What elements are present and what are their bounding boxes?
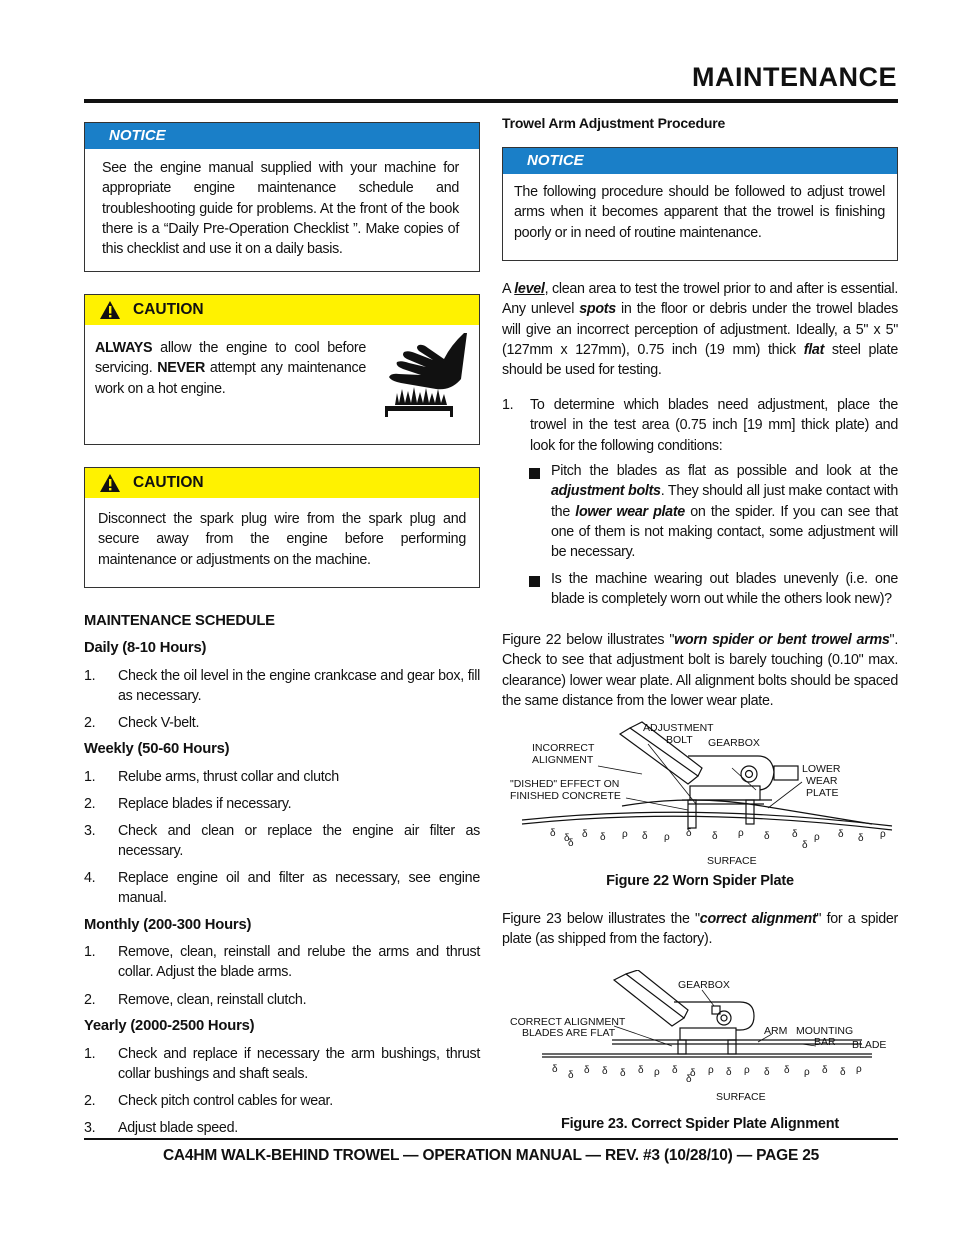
svg-text:δ: δ: [564, 833, 570, 844]
notice-procedure-box: [502, 147, 898, 261]
notice-engine-box: [84, 122, 480, 272]
text-run: . They should all just make contact with the: [551, 483, 898, 520]
procedure-step-1: [502, 395, 898, 456]
list-text: Adjust blade speed.: [118, 1120, 238, 1136]
figure-22-diagram: [502, 716, 898, 872]
flat-word: flat: [803, 341, 825, 358]
text-run: Pitch the blades as flat as possible and look at the: [551, 463, 898, 479]
fig22-label-adjustment: ADJUSTMENT: [643, 722, 714, 734]
list-number: 2.: [84, 715, 96, 731]
fig22-label-gearbox: GEARBOX: [708, 737, 760, 749]
list-item: [84, 1044, 480, 1085]
text-run: in the floor or debris under the trowel blades will give an incorrect perception of adjustment. Ideally, a 5" x 5" (127mm x 127mm), 0.75 inch (19 mm) thick: [502, 301, 898, 358]
svg-text:ρ: ρ: [814, 832, 820, 843]
svg-text:δ: δ: [840, 1067, 846, 1078]
surface-marks: [552, 1064, 862, 1085]
text-run: Figure 23 below illustrates the ": [502, 911, 700, 927]
svg-text:δ: δ: [764, 1067, 770, 1078]
fig22-label-bolt: BOLT: [666, 734, 693, 746]
svg-text:δ: δ: [568, 1070, 574, 1081]
list-text: Check V-belt.: [118, 715, 200, 731]
notice-engine-text: See the engine manual supplied with your machine for appropriate engine maintenance schedule and troubleshooting guide for problems. At the front of the book there is a “Daily Pre-Operation Checklist ”. Make copies of this checklist and use it on a daily basis.: [102, 160, 459, 258]
page-title: MAINTENANCE: [692, 62, 897, 92]
hot-surface-hand-icon: [381, 331, 469, 419]
svg-text:ρ: ρ: [856, 1064, 862, 1075]
list-text: Check and replace if necessary the arm bushings, thrust collar bushings and shaft seals.: [118, 1046, 480, 1083]
fig22-label-surface: SURFACE: [707, 855, 757, 867]
figure-23-caption: Figure 23. Correct Spider Plate Alignment: [560, 1116, 840, 1132]
svg-text:δ: δ: [550, 828, 556, 839]
yearly-title: Yearly (2000-2500 Hours): [84, 1018, 255, 1034]
lower-wear-plate-term: lower wear plate: [575, 503, 685, 520]
svg-text:ρ: ρ: [880, 829, 886, 840]
list-item: [84, 1118, 480, 1138]
svg-text:δ: δ: [582, 829, 588, 840]
list-item: [84, 713, 480, 733]
list-item: [84, 1091, 480, 1111]
fig23-label-mounting: MOUNTING: [796, 1025, 854, 1037]
svg-text:δ: δ: [568, 838, 574, 849]
list-text: Replace engine oil and filter as necessary, see engine manual.: [118, 870, 480, 907]
svg-text:δ: δ: [784, 1065, 790, 1076]
warning-triangle-icon: [99, 473, 121, 493]
adjustment-bolts-term: adjustment bolts: [551, 483, 661, 500]
svg-text:ρ: ρ: [664, 832, 670, 843]
svg-text:ρ: ρ: [622, 829, 628, 840]
list-number: 1.: [502, 397, 514, 413]
bullet-square: [529, 465, 540, 485]
list-text: Remove, clean, reinstall clutch.: [118, 992, 307, 1008]
svg-text:ρ: ρ: [744, 1065, 750, 1076]
svg-text:δ: δ: [726, 1067, 732, 1078]
caution-spark-box: [84, 467, 480, 588]
text-run: " for a spider plate (as shipped from the factory).: [502, 911, 898, 948]
fig22-label-alignment: ALIGNMENT: [532, 754, 594, 766]
caution-bar: [85, 295, 479, 325]
list-item: [84, 666, 480, 707]
svg-text:δ: δ: [602, 1066, 608, 1077]
svg-text:δ: δ: [584, 1065, 590, 1076]
fig23-label-arm: ARM: [764, 1025, 788, 1037]
footer-text: CA4HM WALK-BEHIND TROWEL — OPERATION MANUAL — REV. #3 (10/28/10) — PAGE 25: [162, 1147, 820, 1164]
spots-word: spots: [579, 301, 616, 318]
svg-text:δ: δ: [712, 831, 718, 842]
surface-marks: [550, 828, 886, 851]
caution-label: CAUTION: [133, 474, 204, 491]
fig22-label-wear: WEAR: [806, 775, 838, 787]
fig23-label-correct-alignment: CORRECT ALIGNMENT: [510, 1016, 626, 1028]
list-text: Check the oil level in the engine crankcase and gear box, fill as necessary.: [118, 668, 480, 705]
daily-title: Daily (8-10 Hours): [84, 640, 207, 656]
svg-text:δ: δ: [764, 831, 770, 842]
figure-23-diagram: [502, 970, 898, 1108]
list-item: [84, 794, 480, 814]
fig23-label-blades-flat: BLADES ARE FLAT: [522, 1027, 616, 1039]
fig23-label-bar: BAR: [814, 1036, 836, 1048]
notice-label: NOTICE: [503, 148, 897, 174]
svg-text:δ: δ: [672, 1065, 678, 1076]
fig22-label-lower: LOWER: [802, 763, 841, 775]
list-text: Replace blades if necessary.: [118, 796, 292, 812]
level-paragraph: [502, 279, 898, 380]
list-number: 1.: [84, 769, 96, 785]
list-item: [84, 868, 480, 909]
always-word: ALWAYS: [95, 340, 153, 356]
list-number: 1.: [84, 944, 96, 960]
level-word: level: [514, 281, 545, 297]
list-number: 2.: [84, 1093, 96, 1109]
fig22-label-finished-concrete: FINISHED CONCRETE: [510, 790, 621, 802]
list-number: 2.: [84, 796, 96, 812]
list-number: 1.: [84, 1046, 96, 1062]
monthly-title: Monthly (200-300 Hours): [84, 917, 252, 933]
fig22-label-dished: "DISHED" EFFECT ON: [510, 778, 620, 790]
list-text: Remove, clean, reinstall and relube the arms and thrust collar. Adjust the blade arms.: [118, 944, 480, 981]
list-text: Relube arms, thrust collar and clutch: [118, 769, 339, 785]
fig23-intro: [502, 909, 898, 950]
svg-text:δ: δ: [552, 1064, 558, 1075]
caution-hot-text-1: allow the engine to cool before servicing.: [95, 340, 366, 377]
list-item: [84, 990, 480, 1010]
notice-label: NOTICE: [85, 123, 479, 149]
text-run: steel plate should be used for testing.: [502, 341, 898, 379]
list-number: 2.: [84, 992, 96, 1008]
text-run: on the spider. If you can see that one of them is not making contact, some adjustment will be necessary.: [551, 503, 898, 561]
worn-spider-term: worn spider or bent trowel arms: [674, 632, 890, 648]
caution-hot-box: [84, 294, 480, 445]
figure-22-caption: Figure 22 Worn Spider Plate: [606, 873, 794, 889]
list-text: Check and clean or replace the engine air filter as necessary.: [118, 823, 480, 860]
caution-spark-text: Disconnect the spark plug wire from the spark plug and secure away from the engine before performing maintenance or adjustments on the machine.: [98, 511, 466, 568]
list-text: To determine which blades need adjustment, place the trowel in the test area (0.75 inch [19 mm] thick plate) and look for the following conditions:: [530, 397, 898, 454]
svg-text:δ: δ: [686, 828, 692, 839]
svg-text:δ: δ: [620, 1068, 626, 1079]
text-run: Figure 22 below illustrates ": [502, 632, 675, 648]
caution-hot-text-2: attempt any maintenance work on a hot engine.: [95, 360, 367, 397]
list-number: 1.: [84, 668, 96, 684]
text-run: ". Check to see that adjustment bolt is barely touching (0.10" max. clearance) lower wear plate. All alignment bolts should be spaced the same distance from the lower wear plate.: [502, 632, 898, 709]
fig23-label-gearbox: GEARBOX: [678, 979, 730, 991]
svg-text:δ: δ: [600, 832, 606, 843]
header-rule: [84, 99, 898, 103]
text-run: A: [502, 281, 515, 297]
svg-text:ρ: ρ: [804, 1067, 810, 1078]
list-item: [84, 942, 480, 983]
caution-label: CAUTION: [133, 301, 204, 318]
notice-procedure-text: The following procedure should be followed to adjust trowel arms when it becomes apparent that the trowel is finishing poorly or in need of routine maintenance.: [514, 184, 885, 241]
fig23-label-blade: BLADE: [852, 1039, 887, 1051]
list-number: 3.: [84, 823, 96, 839]
list-number: 3.: [84, 1120, 96, 1136]
svg-text:δ: δ: [838, 829, 844, 840]
procedure-title: Trowel Arm Adjustment Procedure: [502, 115, 726, 131]
weekly-title: Weekly (50-60 Hours): [84, 741, 230, 757]
caution-bar: [85, 468, 479, 498]
svg-text:δ: δ: [858, 833, 864, 844]
list-number: 4.: [84, 870, 96, 886]
schedule-title: MAINTENANCE SCHEDULE: [84, 613, 275, 629]
svg-text:δ: δ: [792, 829, 798, 840]
fig22-label-plate: PLATE: [806, 787, 839, 799]
warning-triangle-icon: [99, 300, 121, 320]
fig22-intro: [502, 630, 898, 711]
bullet-item: [529, 569, 898, 610]
bullet-item: [529, 461, 898, 562]
list-item: [84, 821, 480, 862]
list-item: [84, 767, 480, 787]
svg-text:δ: δ: [638, 1065, 644, 1076]
bullet-text: [551, 461, 898, 562]
fig23-label-surface: SURFACE: [716, 1091, 766, 1103]
bullet-text: Is the machine wearing out blades unevenly (i.e. one blade is completely worn out while the others look new)?: [551, 571, 898, 608]
svg-text:δ: δ: [822, 1065, 828, 1076]
correct-alignment-term: correct alignment: [699, 911, 817, 927]
list-text: Check pitch control cables for wear.: [118, 1093, 333, 1109]
svg-text:δ: δ: [802, 840, 808, 851]
never-word: NEVER: [157, 360, 206, 377]
svg-text:δ: δ: [690, 1068, 696, 1079]
svg-text:ρ: ρ: [654, 1067, 660, 1078]
svg-text:δ: δ: [686, 1074, 692, 1085]
caution-hot-text: [95, 338, 366, 399]
footer-rule: [84, 1138, 898, 1140]
text-run: , clean area to test the trowel prior to and after is essential. Any unlevel: [502, 281, 898, 318]
svg-text:ρ: ρ: [708, 1065, 714, 1076]
svg-text:δ: δ: [642, 831, 648, 842]
svg-text:ρ: ρ: [738, 828, 744, 839]
fig22-label-incorrect: INCORRECT: [532, 742, 595, 754]
bullet-square: [529, 573, 540, 593]
